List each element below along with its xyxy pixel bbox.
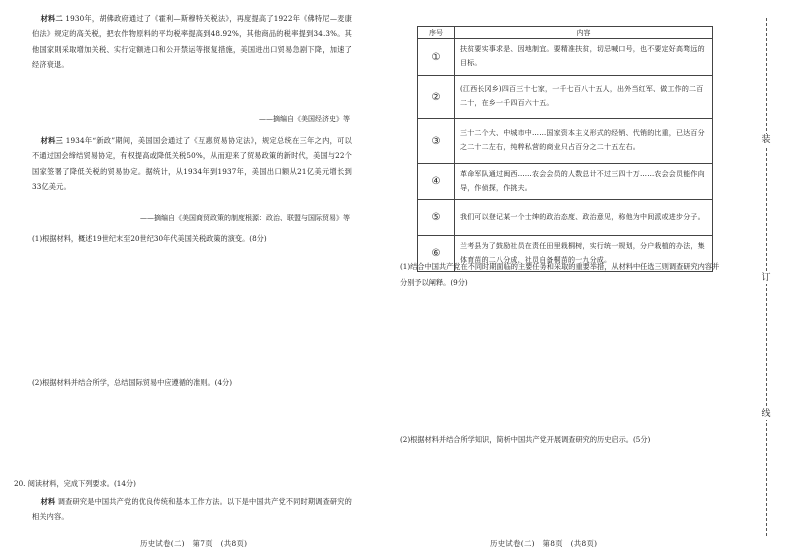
material-2-label: 材料二 (40, 14, 63, 23)
material-2-text: 1930年，胡佛政府通过了《霍利—斯穆特关税法》，再度提高了1922年《佛特尼—麦康伯法》规定的高关税，把农作物原料的平均税率提高到48.92%，其他商品的税率提到34.3%。其他国家則采取增加关税、实行定额进口和公开禁运等报复措施，美国进出口贸易急剧下降，加速了经济衰退。 (32, 14, 352, 70)
table-row (418, 39, 713, 76)
row-number: ⑤ (418, 200, 455, 236)
row-content: 兰考县为了鼓励社员在责任田里栽桐树，实行统一规划，分户栽植的办法，集体育苗的二八分成，社员自备桐苗的一九分成。 (455, 236, 713, 272)
question-19-1: (1)根据材料，概述19世纪末至20世纪30年代美国关税政策的演变。(8分) (32, 234, 267, 243)
table-row (418, 76, 713, 119)
table-header-index: 序号 (418, 27, 455, 39)
table-header-content: 内容 (455, 27, 713, 39)
row-content: (江西长冈乡)四百三十七家，一千七百八十五人，出外当红军、做工作的二百二十，在乡一千四百六十五。 (455, 76, 713, 119)
question-20-1: (1)结合中国共产党在不同时期面临的主要任务和采取的重要举措，从材料中任选三则调查研究内容并分别予以阐释。(9分) (400, 262, 720, 287)
material-2-paragraph (32, 11, 352, 73)
row-content: 三十二个大、中城市中……国家资本主义形式的经销、代销的比重，已达百分之二十二左右，纯粹私营的商业只占百分之二十五左右。 (455, 119, 713, 164)
row-number: ③ (418, 119, 455, 164)
exam-page-8 (400, 0, 800, 558)
material-3-source: ——摘编自《美国商贸政策的制度根源：政治、联盟与国际贸易》等 (140, 214, 350, 222)
binding-margin (733, 0, 800, 558)
table-row (418, 200, 713, 236)
page-8-footer: 历史试卷(二) 第8页 (共8页) (490, 539, 598, 548)
table-row (418, 164, 713, 200)
row-content: 革命军队通过闽西……农会会员的人数总计不过三四十万……农会会员能作向导，作侦探，作挑夫。 (455, 164, 713, 200)
question-19-2: (2)根据材料并结合所学，总结国际贸易中应遵循的准则。(4分) (32, 378, 233, 387)
question-20-title: 20. 阅读材料，完成下列要求。(14分) (14, 479, 136, 488)
material-3-label: 材料三 (40, 136, 64, 145)
material-2-source: ——摘编自《美国经济史》等 (259, 115, 350, 123)
question-20-material-label: 材料 (40, 497, 56, 506)
binding-char-ding: 订 (761, 273, 771, 283)
row-number: ④ (418, 164, 455, 200)
table-header-row (418, 27, 713, 39)
row-content: 我们可以登记某一个士绅的政治态度、政治意见，称他为中间派或进步分子。 (455, 200, 713, 236)
material-3-text: 1934年“新政”期间，美国国会通过了《互惠贸易协定法》，规定总统在三年之内，可以不通过国会缔结贸易协定，有权提高或降低关税50%，从而迎来了贸易政策的新时代，美国与22个国家签署了降低关税的贸易协定。据统计，从1934年到1937年，美国出口额从21亿美元增长到33亿美元。 (32, 136, 352, 192)
row-number: ① (418, 39, 455, 76)
page-7-footer: 历史试卷(二) 第7页 (共8页) (140, 539, 248, 548)
row-number: ⑥ (418, 236, 455, 272)
table-row (418, 119, 713, 164)
material-3-paragraph (32, 133, 352, 195)
question-20-2: (2)根据材料并结合所学知识，简析中国共产党开展调查研究的历史启示。(5分) (400, 435, 651, 444)
survey-table (417, 26, 713, 272)
binding-char-xian: 线 (761, 409, 771, 419)
row-number: ② (418, 76, 455, 119)
row-content: 扶贫要实事求是、因地制宜。要精准扶贫，切忌喊口号，也不要定好高骛远的目标。 (455, 39, 713, 76)
question-20-material-text: 调查研究是中国共产党的优良传统和基本工作方法。以下是中国共产党不同时期调查研究的相关内容。 (32, 497, 352, 522)
binding-char-zhuang: 装 (761, 135, 771, 145)
question-20-material (32, 494, 352, 525)
